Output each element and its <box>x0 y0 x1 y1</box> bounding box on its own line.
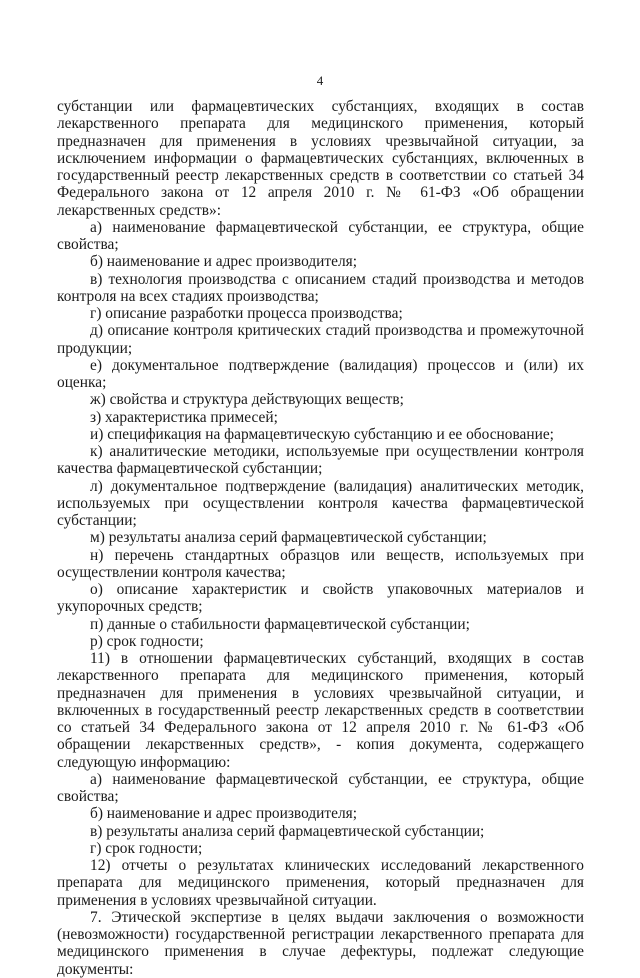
list-item-zh: ж) свойства и структура действующих веществ; <box>90 391 404 409</box>
list-item-i: и) спецификация на фармацевтическую субстанцию и ее обоснование; <box>90 425 554 443</box>
section-7: 7. Этической экспертизе в целях выдачи заключения о возможности (невозможности) государственной регистрации лекарственного препарата для медицинского применения в случае дефектуры, подлежат следующие документы: <box>57 908 584 978</box>
list-item-r: р) срок годности; <box>90 632 204 650</box>
clause-11-item-b: б) наименование и адрес производителя; <box>90 805 358 823</box>
list-item-l: л) документальное подтверждение (валидация) аналитических методик, используемых при осуществлении контроля качества фармацевтической субстанции; <box>57 477 584 529</box>
document-body <box>57 98 584 978</box>
clause-11-item-g: г) срок годности; <box>90 839 203 857</box>
clause-12: 12) отчеты о результатах клинических исследований лекарственного препарата для медицинского применения, который предназначен для применения в условиях чрезвычайной ситуации. <box>57 857 584 909</box>
list-item-a: а) наименование фармацевтической субстанции, ее структура, общие свойства; <box>57 218 584 253</box>
list-item-e: е) документальное подтверждение (валидация) процессов и (или) их оценка; <box>57 356 584 391</box>
page-number: 4 <box>316 73 324 88</box>
list-item-m: м) результаты анализа серий фармацевтической субстанции; <box>90 529 487 547</box>
list-item-v: в) технология производства с описанием стадий производства и методов контроля на всех стадиях производства; <box>57 270 584 305</box>
list-item-d: д) описание контроля критических стадий производства и промежуточной продукции; <box>57 322 584 357</box>
clause-11-item-v: в) результаты анализа серий фармацевтической субстанции; <box>90 822 485 840</box>
list-item-z: з) характеристика примесей; <box>90 408 278 426</box>
paragraph-continuation: субстанции или фармацевтических субстанциях, входящих в состав лекарственного препарата для медицинского применения, который предназначен для применения в условиях чрезвычайной ситуации, за исключением информации о фармацевтических субстанциях, включенных в государственный реестр лекарственных средств в соответствии со статьей 34 Федерального закона от 12 апреля 2010 г. № 61-ФЗ «Об обращении лекарственных средств»: <box>57 98 584 219</box>
list-item-k: к) аналитические методики, используемые при осуществлении контроля качества фармацевтической субстанции; <box>57 443 584 478</box>
list-item-n: н) перечень стандартных образцов или веществ, используемых при осуществлении контроля качества; <box>57 546 584 581</box>
clause-11-item-a: а) наименование фармацевтической субстанции, ее структура, общие свойства; <box>57 770 584 805</box>
list-item-p: п) данные о стабильности фармацевтической субстанции; <box>90 615 470 633</box>
list-item-o: о) описание характеристик и свойств упаковочных материалов и укупорочных средств; <box>57 581 584 616</box>
list-item-g: г) описание разработки процесса производства; <box>90 305 403 322</box>
clause-11: 11) в отношении фармацевтических субстанций, входящих в состав лекарственного препарата для медицинского применения, который предназначен для применения в условиях чрезвычайной ситуации, и включенных в государственный реестр лекарственных средств в соответствии со статьей 34 Федерального закона от 12 апреля 2010 г. № 61-ФЗ «Об обращении лекарственных средств», - копия документа, содержащего следующую информацию: <box>57 650 584 771</box>
list-item-b: б) наименование и адрес производителя; <box>90 253 358 271</box>
